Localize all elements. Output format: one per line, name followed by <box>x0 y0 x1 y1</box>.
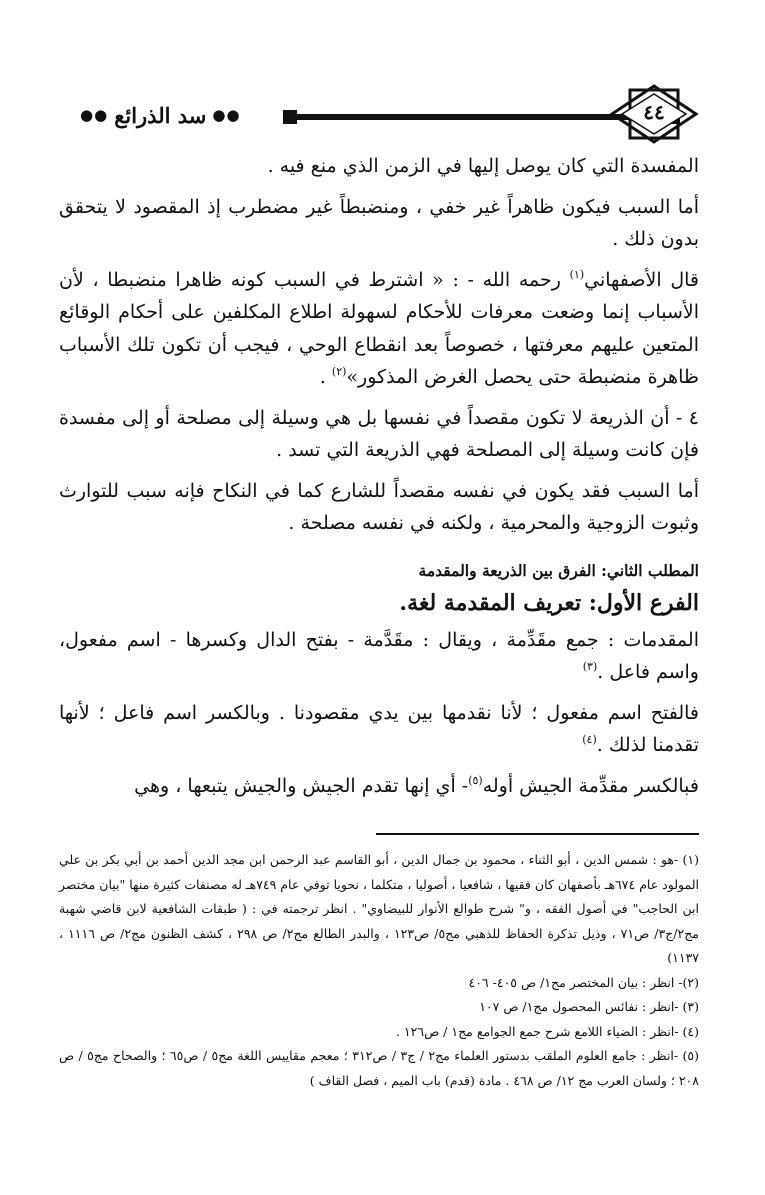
footnote-2: (٢)- انظر : بيان المختصر مج١/ ص ٤٠٥- ٤٠٦ <box>468 974 699 990</box>
paragraph-3-part-b: رحمه الله - : « اشترط في السبب كونه ظاهرا منضبطا ، لأن الأسباب إنما وضعت معرفات للأحكام لسهولة اطلاع المكلفين على أحكام الوقائع المتعين عليهم معرفتها ، خصوصاً بعد انقطاع الوحي ، فيجب أن تكون تلك الأسباب ظاهرة منضبطة حتى يحصل الغرض المذكور» <box>59 268 699 388</box>
ornament-dots-left: ●● <box>80 105 109 124</box>
ornament-dots-right: ●● <box>212 105 241 124</box>
paragraph-7 <box>59 697 699 762</box>
running-title-group <box>80 100 241 130</box>
paragraph-8-part-b: - أي إنها تقدم الجيش والجيش يتبعها ، وهي <box>134 774 469 797</box>
paragraph-3-part-a: قال الأصفهاني <box>584 268 700 291</box>
footnote-ref-1: (١) <box>569 267 585 281</box>
paragraph-7-text: فالفتح اسم مفعول ؛ لأنا نقدمها بين يدي مقصودنا . وبالكسر اسم فاعل ؛ لأنها تقدمنا لذلك . <box>59 701 699 756</box>
footnote-3: (٣) -انظر : نفائس المحصول مج١/ ص ١٠٧ <box>479 999 699 1014</box>
branch-heading: الفرع الأول: تعريف المقدمة لغة. <box>399 589 699 616</box>
paragraph-4: ٤ - أن الذريعة لا تكون مقصداً في نفسها بل هي وسيلة إلى مصلحة أو إلى مفسدة فإن كانت وسيلة إلى المصلحة فهي الذريعة التي تسد . <box>59 406 699 461</box>
page-number-frame <box>608 84 700 146</box>
paragraph-5: أما السبب فقد يكون في نفسه مقصداً للشارع كما في النكاح فإنه سبب للتوارث وثبوت الزوجية والمحرمية ، ولكنه في نفسه مصلحة . <box>59 479 699 534</box>
footnote-ref-4: (٤) <box>582 733 597 746</box>
main-text <box>59 150 699 802</box>
footnote-1: (١) -هو : شمس الدين ، أبو الثناء ، محمود بن جمال الدين ، أبو القاسم عبد الرحمن ابن مجد الدين أحمد بن أبي بكر بن علي المولود عام ٦٧٤هـ بأصفهان كان فقيها ، شافعيا ، أصوليا ، متكلما ، نحويا توفي عام ٧٤٩هـ له مصنفات كثيرة منها "بيان مختصر ابن الحاجب" في أصول الفقه ، و" شرح طوالع الأنوار للبيضاوي" . انظر ترجمته في : ( طبقات الشافعية لابن قاضي شهبة مج٢/ج٣/ ص٧١ ، وذيل تذكرة الحفاظ للذهبي مج٥/ ص١٢٣ ، والبدر الطالع مج٢/ ص ٢٩٨ ، كشف الظنون مج٢/ ص ١١١٦ ، ١١٣٧) <box>59 852 699 965</box>
paragraph-8 <box>59 770 699 803</box>
section-heading: المطلب الثاني: الفرق بين الذريعة والمقدمة <box>418 560 699 580</box>
running-title: سد الذرائع <box>114 102 207 128</box>
page-header <box>80 84 700 156</box>
paragraph-8-part-a: فبالكسر مقدِّمة الجيش أوله <box>482 774 699 797</box>
footnote-4: (٤) -انظر : الضياء اللامع شرح جمع الجوامع مج١ / ص١٢٦ . <box>395 1023 699 1039</box>
paragraph-3-part-c: . <box>319 366 332 388</box>
footnote-5: (٥) -انظر : جامع العلوم الملقب بدستور العلماء مج٢ / ج٣ / ص٣١٢ ؛ معجم مقاييس اللغة مج٥ / ص٦٥ ؛ والصحاح مج٥ / ص ٢٠٨ ؛ ولسان العرب مج ١٢/ ص ٤٦٨ . مادة (قدم) باب الميم ، فصل القاف ) <box>59 1048 700 1088</box>
paragraph-2: أما السبب فيكون ظاهراً غير خفي ، ومنضبطاً غير مضطرب إذ المقصود لا يتحقق بدون ذلك . <box>59 195 699 250</box>
footnote-ref-5: (٥) <box>468 773 483 787</box>
paragraph-6 <box>59 624 699 689</box>
paragraph-6-text: المقدمات : جمع مقَدِّمة ، ويقال : مقَدَّمة - بفتح الدال وكسرها - اسم مفعول، واسم فاعل . <box>59 628 699 683</box>
footnote-ref-3: (٣) <box>582 660 598 673</box>
paragraph-3 <box>59 264 699 394</box>
footnotes <box>59 848 699 1093</box>
footnote-separator <box>376 833 699 835</box>
footnote-ref-2: (٢) <box>331 365 347 378</box>
page-number: ٤٤ <box>643 100 665 124</box>
paragraph-1: المفسدة التي كان يوصل إليها في الزمن الذي منع فيه . <box>267 155 699 177</box>
